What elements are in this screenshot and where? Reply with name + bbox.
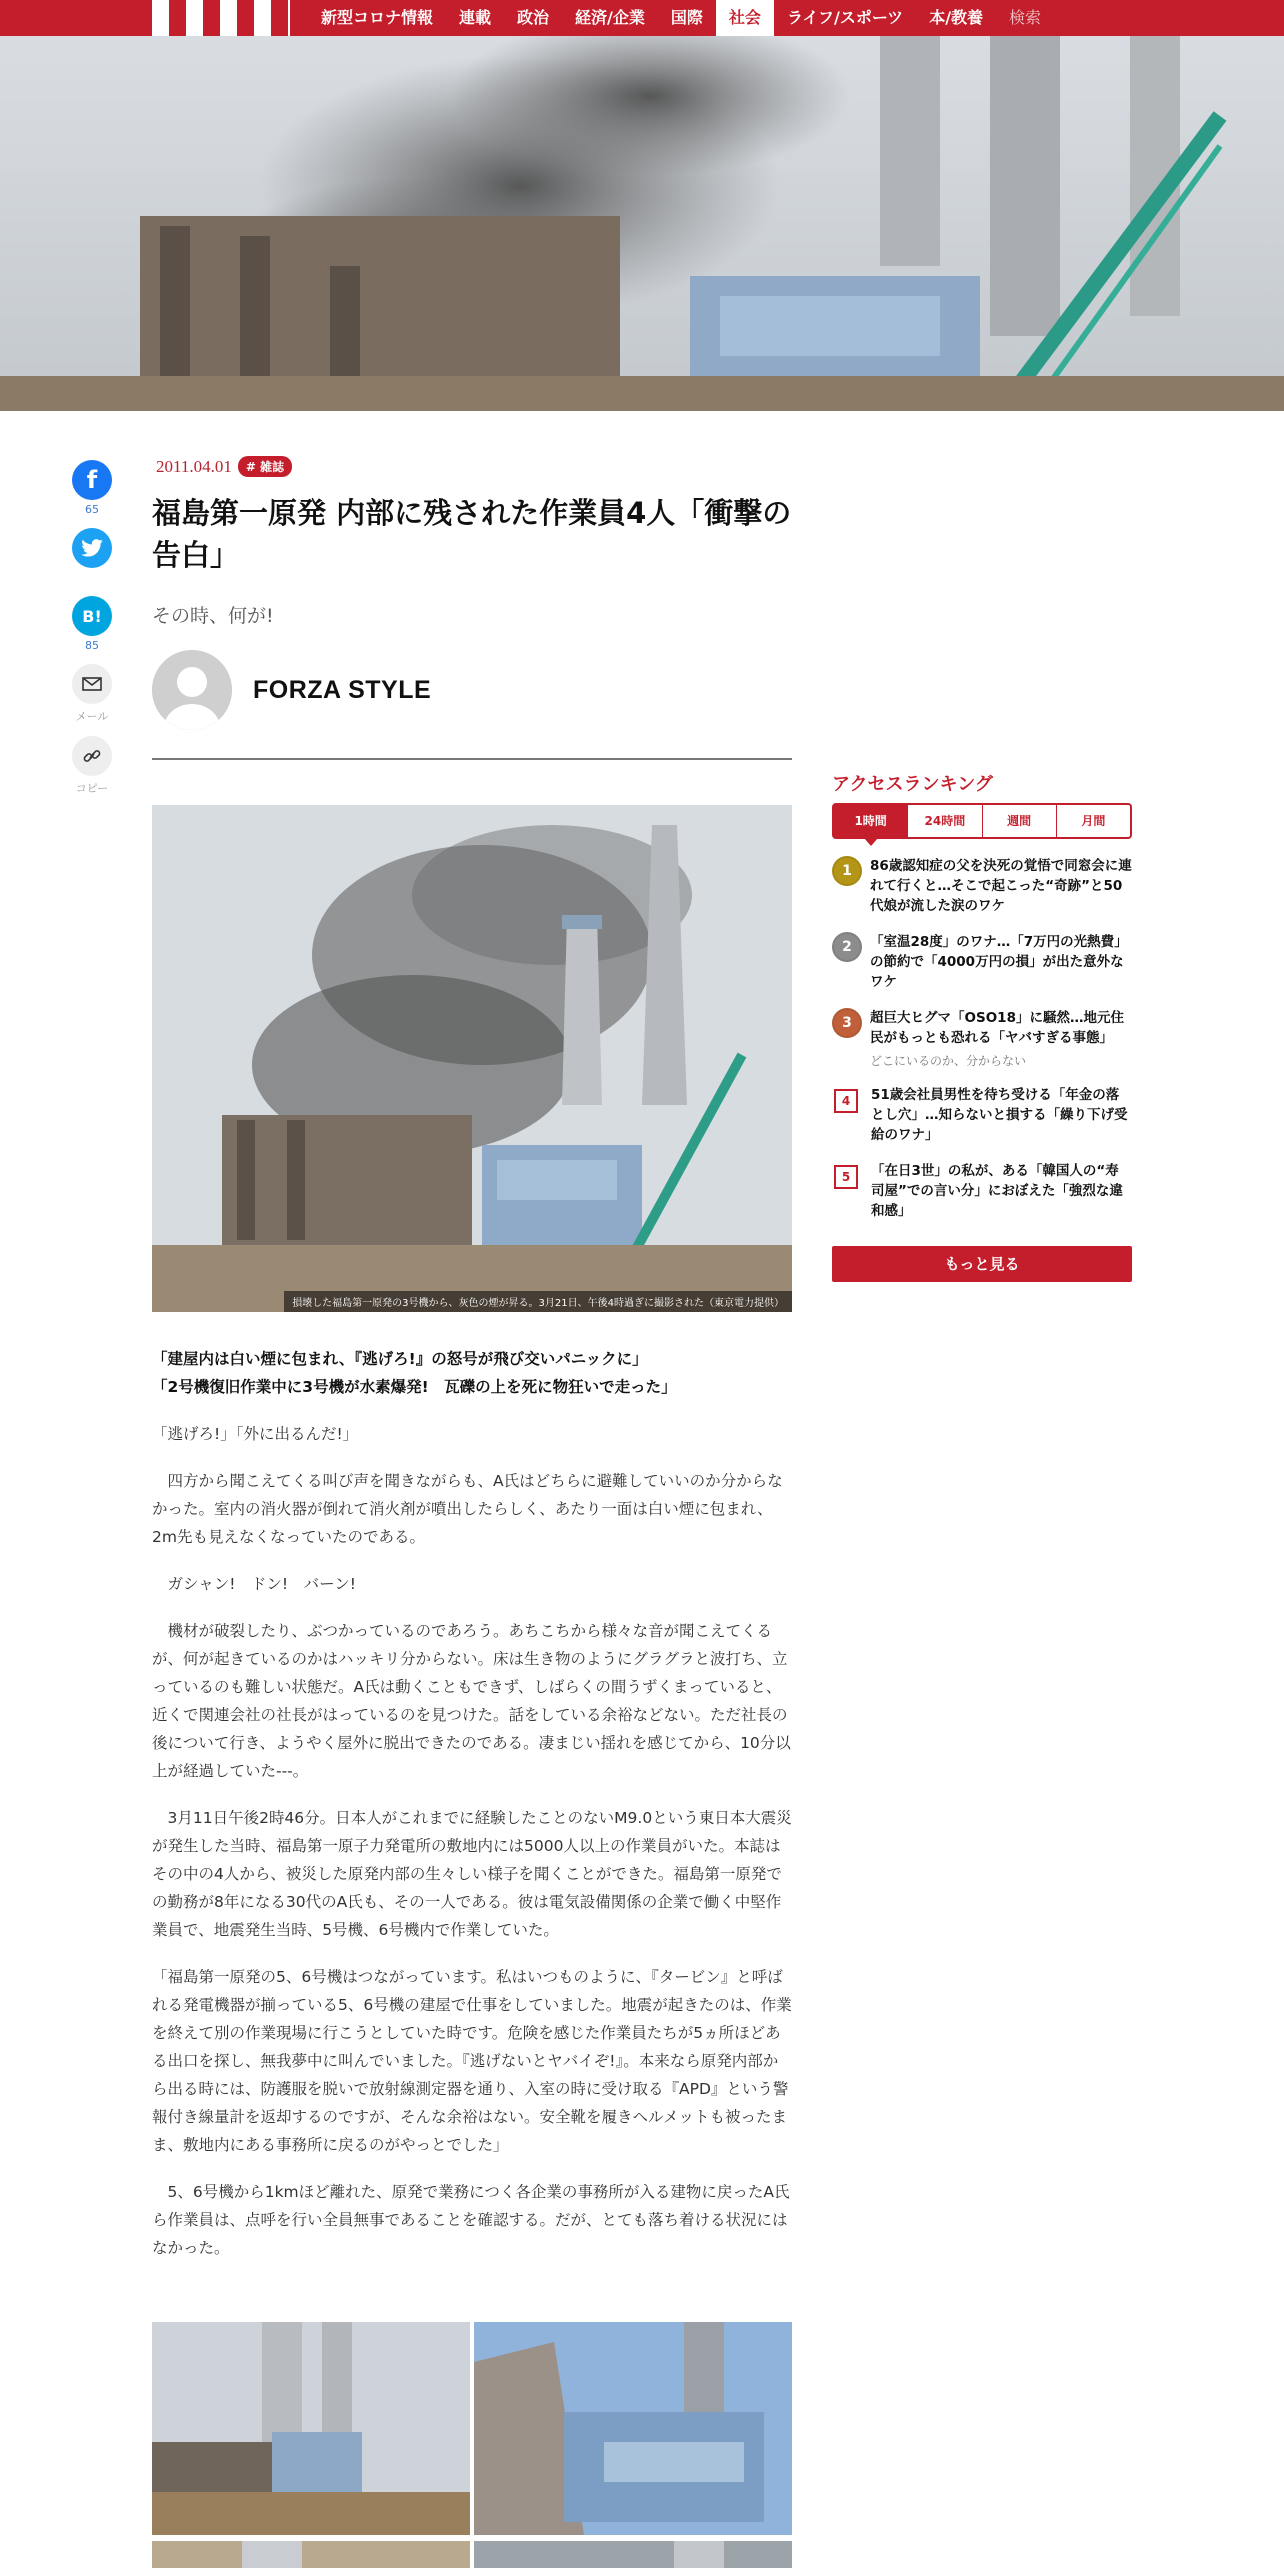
twitter-share-count [70,571,114,584]
tab-1-hour[interactable]: 1時間 [834,805,908,837]
rank-badge: 2 [832,932,862,962]
twitter-icon [81,539,103,557]
ranking-item[interactable] [832,1085,1132,1145]
top-navigation [0,0,1284,36]
mail-share-button[interactable] [72,664,112,704]
hatena-icon: B! [82,606,102,626]
ranking-tabs [832,803,1132,839]
nav-item-politics[interactable]: 政治 [517,8,550,27]
facebook-share-button[interactable] [72,460,112,500]
author-name[interactable]: FORZA STYLE [253,675,432,704]
author-block[interactable] [152,650,792,730]
image-caption: 損壊した福島第一原発の3号機から、灰色の煙が昇る。3月21日、午後4時過ぎに撮影された（東京電力提供） [284,1291,792,1312]
mail-label: メール [75,710,109,723]
hero-image [0,36,1284,411]
ranking-item-title[interactable]: 「在日3世」の私が、ある「韓国人の“寿司屋”での言い分」におぼえた「強烈な違和感」 [871,1163,1123,1219]
share-bar [70,460,114,808]
nav-item-books[interactable]: 本/教養 [929,8,984,27]
ranking-item-title[interactable]: 51歳会社員男性を待ち受ける「年金の落とし穴」…知らないと損する「繰り下げ受給のワナ」 [871,1087,1128,1143]
paragraph: 「福島第一原発の5、6号機はつながっています。私はいつものように、『タービン』と呼ばれる発電機器が揃っている5、6号機の建屋で仕事をしていました。地震が起きたのは、作業を終えて別の作業現場に行こうとしていた時です。危険を感じた作業員たちが5ヵ所ほどある出口を探し、無我夢中に叫んでいました。『逃げないとヤバイぞ!』。本来なら原発内部から出る時には、防護服を脱いで放射線測定器を通り、入室の時に受け取る『APD』という警報付き線量計を返却するのですが、そんな余裕はない。安全靴を履きヘルメットも被ったまま、敷地内にある事務所に戻るのがやっとでした」 [152,1968,792,2154]
ranking-list [832,856,1132,1237]
nav-item-economy[interactable]: 経済/企業 [575,8,645,27]
lead-line-2: 「2号機復旧作業中に3号機が水素爆発! 瓦礫の上を死に物狂いで走った」 [152,1378,677,1396]
nav-item-society[interactable]: 社会 [716,0,774,36]
mail-icon [82,677,102,691]
ranking-item[interactable] [832,932,1132,992]
ranking-item-subtitle: どこにいるのか、分からない [870,1054,1027,1068]
see-more-button[interactable]: もっと見る [832,1246,1132,1282]
article-meta [156,456,292,477]
rank-badge: 3 [832,1008,862,1038]
ranking-item-title[interactable]: 「室温28度」のワナ…「7万円の光熱費」の節約で「4000万円の損」が出た意外なワケ [870,934,1128,990]
lead-line-1: 「建屋内は白い煙に包まれ、『逃げろ!』の怒号が飛び交いパニックに」 [152,1350,648,1368]
copy-label: コピー [75,782,109,795]
tab-weekly[interactable]: 週間 [983,805,1057,837]
ranking-item-title[interactable]: 超巨大ヒグマ「OSO18」に騒然…地元住民がもっとも恐れる「ヤバすぎる事態」 [870,1010,1124,1046]
ranking-item-content [870,1008,1132,1069]
tab-monthly[interactable]: 月間 [1081,814,1106,828]
gallery-photo[interactable] [474,2322,792,2535]
header-divider [152,758,792,760]
article-title: 福島第一原発 内部に残された作業員4人「衝撃の告白」 [152,496,792,572]
paragraph: 3月11日午後2時46分。日本人がこれまでに経験したことのないM9.0という東日本大震災が発生した当時、福島第一原子力発電所の敷地内には5000人以上の作業員がいた。本誌はその中の4人から、被災した原発内部の生々しい様子を聞くことができた。福島第一原発での勤務が8年になる30代のA氏も、その一人である。彼は電気設備関係の企業で働く中堅作業員で、地震発生当時、5号機、6号機内で作業していた。 [152,1809,792,1939]
nav-search[interactable]: 検索 [1009,8,1042,27]
twitter-share-button[interactable] [72,528,112,568]
ranking-item[interactable] [832,1008,1132,1069]
hatena-bookmark-count: 85 [85,639,99,652]
hatena-bookmark-button[interactable] [72,596,112,636]
facebook-share-count: 65 [85,503,99,516]
paragraph: 5、6号機から1kmほど離れた、原発で業務につく各企業の事務所が入る建物に戻ったA氏ら作業員は、点呼を行い全員無事であることを確認する。だが、とても落ち着ける状況にはなかった。 [152,2183,790,2257]
gallery-photo[interactable] [152,2541,470,2568]
tab-24-hours[interactable]: 24時間 [908,805,982,837]
category-badge[interactable]: # 雑誌 [238,456,292,477]
rank-badge: 4 [834,1089,858,1113]
paragraph: ガシャン! ドン! バーン! [152,1575,357,1593]
paragraph: 「逃げろ!」「外に出るんだ!」 [152,1425,359,1443]
article-main-image[interactable] [152,805,792,1312]
lead-heading [152,1345,792,1401]
article-subtitle: その時、何が! [152,605,274,627]
ranking-item[interactable] [832,856,1132,916]
facebook-icon: f [86,466,98,494]
nav-item-life-sports[interactable]: ライフ/スポーツ [786,8,904,27]
gallery-photo[interactable] [152,2322,470,2535]
nav-item-series[interactable]: 連載 [459,8,492,27]
article-body [152,1345,792,2281]
nav-item-corona[interactable]: 新型コロナ情報 [321,8,434,27]
site-logo[interactable] [152,0,290,36]
rank-badge: 1 [832,856,862,886]
link-icon [82,746,102,766]
paragraph: 四方から聞こえてくる叫び声を聞きながらも、A氏はどちらに避難していいのか分からなかった。室内の消火器が倒れて消火剤が噴出したらしく、あたり一面は白い煙に包まれ、2m先も見えなくなっていたのである。 [152,1472,783,1546]
gallery-photo[interactable] [474,2541,792,2568]
nav-menu [308,0,1054,36]
ranking-title: アクセスランキング [832,774,993,795]
ranking-item[interactable] [832,1161,1132,1221]
publish-date: 2011.04.01 [156,456,232,476]
rank-badge: 5 [834,1165,858,1189]
ranking-item-title[interactable]: 86歳認知症の父を決死の覚悟で同窓会に連れて行くと…そこで起こった“奇跡”と50代娘が流した涙のワケ [870,858,1132,914]
photo-gallery [152,2322,792,2568]
author-avatar [152,650,232,730]
paragraph: 機材が破裂したり、ぶつかっているのであろう。あちこちから様々な音が聞こえてくるが、何が起きているのかはハッキリ分からない。床は生き物のようにグラグラと波打ち、立っているのも難しい状態だ。A氏は動くこともできず、しばらくの間うずくまっていると、近くで関連会社の社長がはっているのを見つけた。話をしている余裕などない。ただ社長の後について行き、ようやく屋外に脱出できたのである。凄まじい揺れを感じてから、10分以上が経過していた---。 [152,1622,791,1780]
nav-item-international[interactable]: 国際 [670,8,703,27]
copy-link-button[interactable] [72,736,112,776]
